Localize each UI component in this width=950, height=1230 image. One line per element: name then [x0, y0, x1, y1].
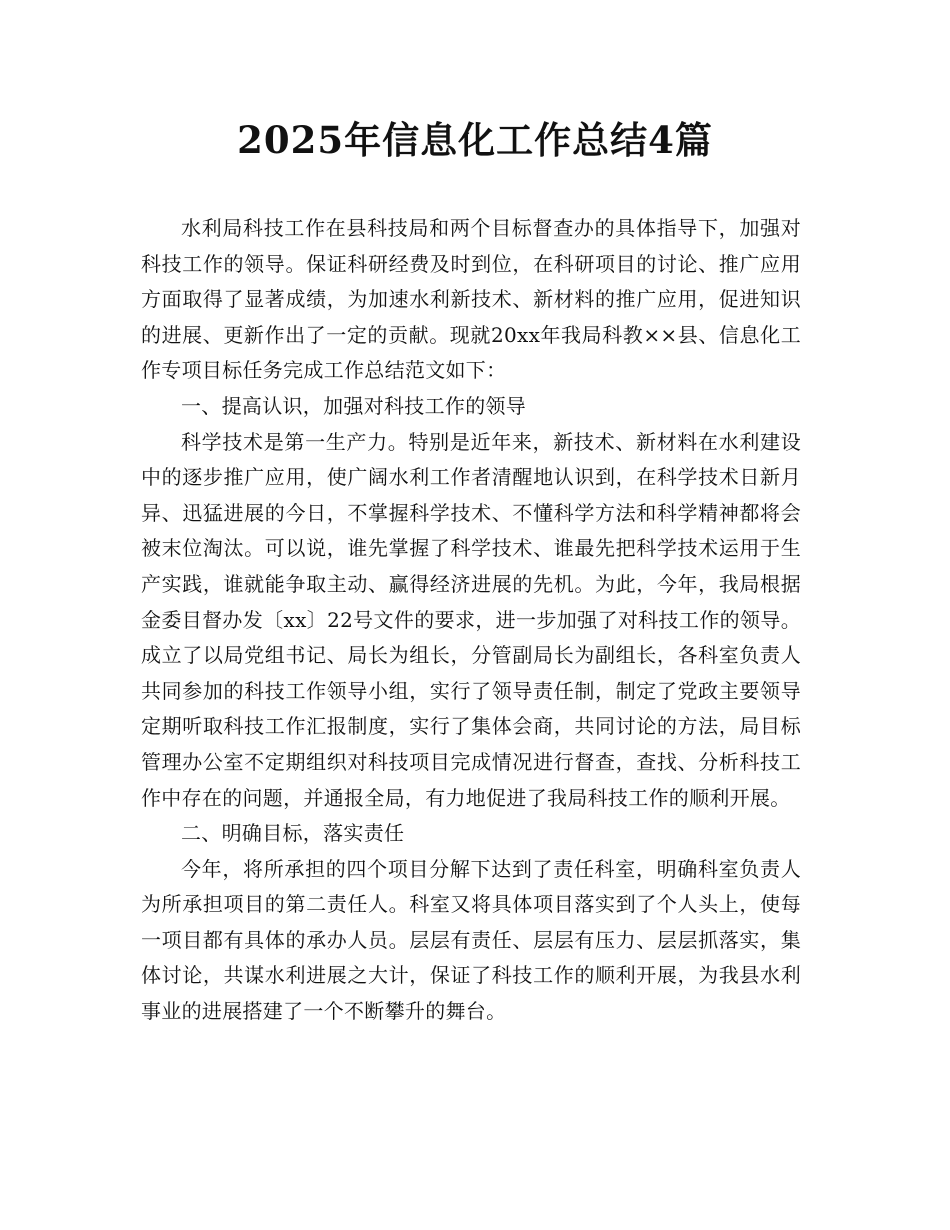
- section-heading-2: 二、明确目标，落实责任: [181, 821, 405, 846]
- paragraph-intro: 水利局科技工作在县科技局和两个目标督查办的具体指导下，加强对科技工作的领导。保证科研经费及时到位，在科研项目的讨论、推广应用方面取得了显著成绩，为加速水利新技术、新材料的推广应用，促进知识的进展、更新作出了一定的贡献。现就20xx年我局科教××县、信息化工作专项目标任务完成工作总结范文如下：: [141, 216, 801, 383]
- document-title: 2025年信息化工作总结4篇: [237, 118, 713, 162]
- paragraph-section-1: 科学技术是第一生产力。特别是近年来，新技术、新材料在水利建设中的逐步推广应用，使广阔水利工作者清醒地认识到，在科学技术日新月异、迅猛进展的今日，不掌握科学技术、不懂科学方法和科学精神都将会被末位淘汰。可以说，谁先掌握了科学技术、谁最先把科学技术运用于生产实践，谁就能争取主动、赢得经济进展的先机。为此，今年，我局根据金委目督办发〔xx〕22号文件的要求，进一步加强了对科技工作的领导。成立了以局党组书记、局长为组长，分管副局长为副组长，各科室负责人共同参加的科技工作领导小组，实行了领导责任制，制定了党政主要领导定期听取科技工作汇报制度，实行了集体会商，共同讨论的方法，局目标管理办公室不定期组织对科技项目完成情况进行督查，查找、分析科技工作中存在的问题，并通报全局，有力地促进了我局科技工作的顺利开展。: [141, 429, 801, 810]
- section-heading-1: 一、提高认识，加强对科技工作的领导: [181, 393, 527, 418]
- paragraph-section-2: 今年，将所承担的四个项目分解下达到了责任科室，明确科室负责人为所承担项目的第二责任人。科室又将具体项目落实到了个人头上，使每一项目都有具体的承办人员。层层有责任、层层有压力、层层抓落实，集体讨论，共谋水利进展之大计，保证了科技工作的顺利开展，为我县水利事业的进展搭建了一个不断攀升的舞台。: [141, 856, 801, 1024]
- document-body: [141, 211, 801, 1030]
